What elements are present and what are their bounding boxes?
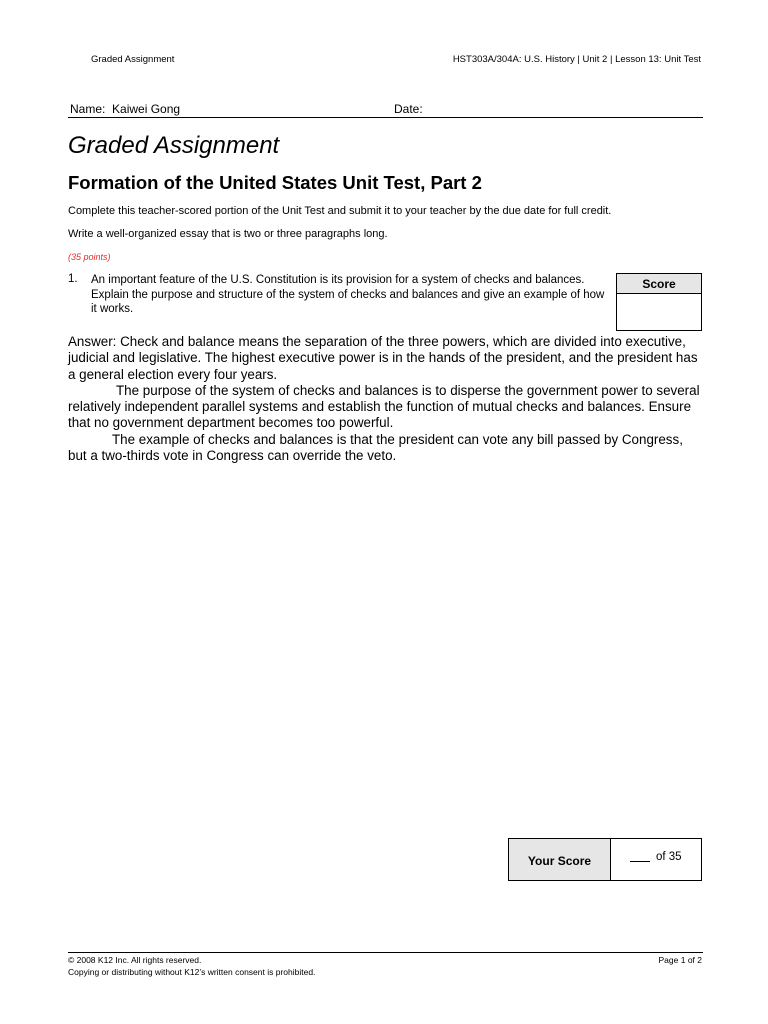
your-score-label: Your Score <box>509 839 611 880</box>
score-blank <box>630 849 650 862</box>
page-number: Page 1 of 2 <box>658 955 702 965</box>
points-label: (35 points) <box>68 252 111 262</box>
header-course-info: HST303A/304A: U.S. History | Unit 2 | Lesson 13: Unit Test <box>452 54 701 65</box>
question-number: 1. <box>68 273 78 285</box>
name-value: Kaiwei Gong <box>112 102 181 116</box>
score-box <box>616 273 702 331</box>
answer-paragraph: The purpose of the system of checks and balances is to disperse the government power to several relatively independent parallel systems and establish the function of mutual checks and balances. Ensure that no government department becomes too powerful. <box>68 382 700 431</box>
header-course-type: Graded Assignment <box>91 54 175 65</box>
instruction-text: Write a well-organized essay that is two or three paragraphs long. <box>68 228 388 240</box>
answer-paragraph: Answer: Check and balance means the separation of the three powers, which are divided into executive, judicial and legislative. The highest executive power is in the hands of the president, and the president has a general election every four years. <box>68 334 698 382</box>
instruction-text: Complete this teacher-scored portion of the Unit Test and submit it to your teacher by the due date for full credit. <box>68 205 612 217</box>
score-total: of 35 <box>656 851 682 863</box>
footer-copyright: © 2008 K12 Inc. All rights reserved. <box>68 955 202 965</box>
answer-essay <box>68 334 704 464</box>
date-field <box>394 102 423 116</box>
footer-divider <box>68 952 703 953</box>
answer-paragraph: The example of checks and balances is that the president can vote any bill passed by Congress, but a two-thirds vote in Congress can override the veto. <box>68 431 683 464</box>
footer-notice: Copying or distributing without K12’s written consent is prohibited. <box>68 967 316 977</box>
question-text: An important feature of the U.S. Constitution is its provision for a system of checks and balances. Explain the purpose and structure of the system of checks and balances and give an example of how it works. <box>91 274 605 315</box>
page-title: Graded Assignment <box>68 132 280 159</box>
student-info-row <box>68 102 703 118</box>
assignment-subtitle: Formation of the United States Unit Test, Part 2 <box>68 172 482 193</box>
date-label: Date: <box>394 102 423 116</box>
your-score-value-cell <box>611 839 701 880</box>
student-name <box>70 102 180 116</box>
name-label: Name: <box>70 102 106 116</box>
your-score-box <box>508 838 702 881</box>
score-header: Score <box>617 274 701 294</box>
